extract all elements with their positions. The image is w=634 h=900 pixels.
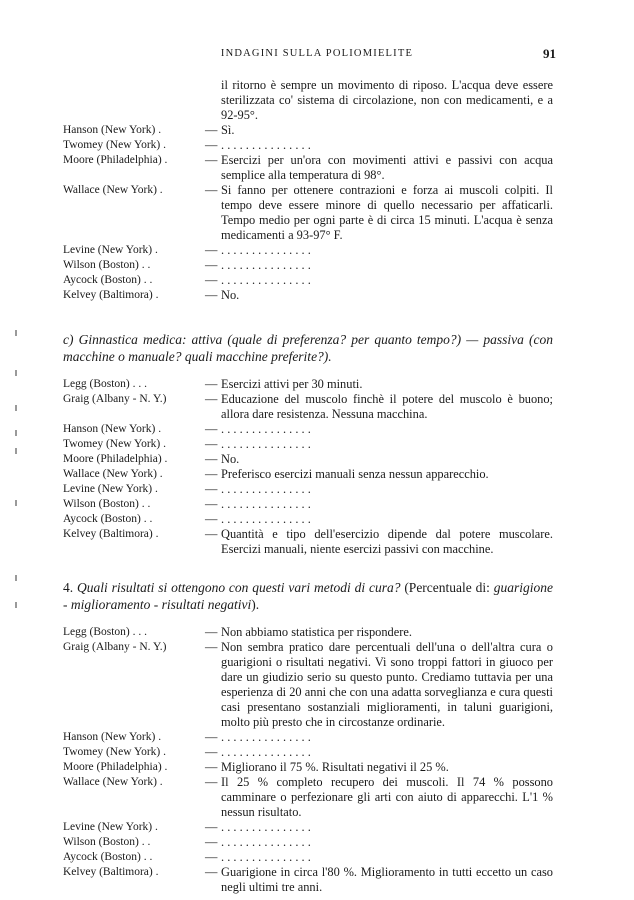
respondent-entry	[63, 153, 553, 183]
respondent-answer: . . . . . . . . . . . . . . .	[221, 745, 311, 759]
dash-separator: —	[205, 422, 218, 436]
margin-mark	[15, 430, 17, 436]
dash-separator: —	[205, 820, 218, 834]
respondent-answer: . . . . . . . . . . . . . . .	[221, 258, 311, 272]
respondent-name: Hanson (New York) .	[63, 731, 162, 743]
respondent-entry	[63, 437, 553, 452]
running-title: INDAGINI SULLA POLIOMIELITE	[220, 48, 414, 59]
dash-separator: —	[205, 243, 218, 257]
dash-separator: —	[205, 437, 218, 451]
margin-mark	[15, 405, 17, 411]
dash-separator: —	[205, 273, 218, 287]
respondent-name: Wilson (Boston) . .	[63, 259, 151, 271]
dash-separator: —	[205, 835, 218, 849]
margin-marks	[12, 330, 20, 630]
respondent-answer: . . . . . . . . . . . . . . .	[221, 138, 311, 152]
dash-separator: —	[205, 452, 218, 466]
dash-separator: —	[205, 775, 218, 789]
respondent-answer: Educazione del muscolo finchè il potere del muscolo è buono; allora dare resistenza. Nessuna macchina.	[221, 392, 553, 421]
respondent-entry	[63, 482, 553, 497]
respondent-entry	[63, 243, 553, 258]
respondent-answer: . . . . . . . . . . . . . . .	[221, 482, 311, 496]
respondent-name: Levine (New York) .	[63, 821, 158, 833]
margin-mark	[15, 602, 17, 608]
respondent-entry	[63, 377, 553, 392]
respondent-name: Graig (Albany - N. Y.)	[63, 641, 167, 653]
respondent-name: Aycock (Boston) . .	[63, 851, 153, 863]
section-4-question: Quali risultati si ottengono con questi vari metodi di cura?	[76, 580, 401, 595]
respondent-entry	[63, 123, 553, 138]
respondent-answer: Il 25 % completo recupero dei muscoli. Il 74 % possono camminare o perfezionare gli arti con aiuto di apparecchi. L'1 % nessun risultato.	[221, 775, 553, 819]
dash-separator: —	[205, 512, 218, 526]
section-4-percent-label: (Percentuale di:	[404, 580, 490, 595]
section-c-heading: c) Ginnastica medica: attiva (quale di preferenza? per quanto tempo?) — passiva (con macchine o manuale? quali macchine preferite?).	[63, 332, 553, 364]
dash-separator: —	[205, 745, 218, 759]
respondent-answer: . . . . . . . . . . . . . . .	[221, 437, 311, 451]
respondent-name: Graig (Albany - N. Y.)	[63, 393, 167, 405]
respondent-answer: . . . . . . . . . . . . . . .	[221, 850, 311, 864]
respondent-name: Kelvey (Baltimora) .	[63, 289, 159, 301]
margin-mark	[15, 500, 17, 506]
respondent-answer: No.	[221, 288, 240, 302]
margin-mark	[15, 448, 17, 454]
respondent-name: Hanson (New York) .	[63, 124, 162, 136]
respondent-name: Levine (New York) .	[63, 244, 158, 256]
respondent-entry	[63, 392, 553, 422]
dash-separator: —	[205, 625, 218, 639]
respondent-entry	[63, 835, 553, 850]
respondent-entry	[63, 497, 553, 512]
respondent-entry	[63, 273, 553, 288]
respondent-answer: . . . . . . . . . . . . . . .	[221, 422, 311, 436]
dash-separator: —	[205, 123, 218, 137]
dash-separator: —	[205, 258, 218, 272]
respondent-entry	[63, 512, 553, 527]
respondent-entry	[63, 745, 553, 760]
respondent-entry	[63, 258, 553, 273]
section-4-heading	[63, 579, 553, 613]
respondent-entry	[63, 467, 553, 482]
block1-list	[63, 123, 553, 303]
respondent-name: Wallace (New York) .	[63, 468, 163, 480]
respondent-name: Wallace (New York) .	[63, 184, 163, 196]
margin-mark	[15, 370, 17, 376]
respondent-answer: . . . . . . . . . . . . . . .	[221, 243, 311, 257]
page-content	[63, 78, 553, 895]
dash-separator: —	[205, 527, 218, 541]
dash-separator: —	[205, 482, 218, 496]
respondent-name: Kelvey (Baltimora) .	[63, 866, 159, 878]
respondent-answer: . . . . . . . . . . . . . . .	[221, 512, 311, 526]
respondent-entry	[63, 775, 553, 820]
dash-separator: —	[205, 153, 218, 167]
respondent-name: Aycock (Boston) . .	[63, 513, 153, 525]
respondent-name: Twomey (New York) .	[63, 438, 167, 450]
respondent-entry	[63, 452, 553, 467]
respondent-answer: Quantità e tipo dell'esercizio dipende dal potere muscolare. Esercizi manuali, niente esercizi passivi con macchine.	[221, 527, 553, 556]
respondent-answer: Esercizi attivi per 30 minuti.	[221, 377, 363, 391]
respondent-answer: Sì.	[221, 123, 235, 137]
respondent-answer: Non sembra pratico dare percentuali dell'una o dell'altra cura o guarigioni o risultati negativi. Vi sono troppi fattori in giuoco per dare un giudizio serio su questo punto. Crediamo tuttavia per una esperienza di 20 anni che con una adatta sorveglianza e cura questi casi presentano sostanziali miglioramenti, in taluni guarigioni, molto più presto che in circostanze ordinarie.	[221, 640, 553, 729]
respondent-entry	[63, 527, 553, 557]
respondent-entry	[63, 183, 553, 243]
section-4-end: ).	[251, 597, 260, 612]
respondent-answer: . . . . . . . . . . . . . . .	[221, 273, 311, 287]
dash-separator: —	[205, 865, 218, 879]
respondent-answer: No.	[221, 452, 240, 466]
dash-separator: —	[205, 392, 218, 406]
dash-separator: —	[205, 760, 218, 774]
respondent-name: Legg (Boston) . . .	[63, 378, 148, 390]
dash-separator: —	[205, 850, 218, 864]
section-4-number: 4.	[63, 580, 74, 595]
respondent-entry	[63, 730, 553, 745]
respondent-entry	[63, 288, 553, 303]
respondent-entry	[63, 625, 553, 640]
respondent-name: Wilson (Boston) . .	[63, 836, 151, 848]
respondent-answer: Esercizi per un'ora con movimenti attivi e passivi con acqua semplice alla temperatura di 98°.	[221, 153, 553, 182]
respondent-name: Wallace (New York) .	[63, 776, 163, 788]
respondent-answer: . . . . . . . . . . . . . . .	[221, 820, 311, 834]
dash-separator: —	[205, 377, 218, 391]
margin-mark	[15, 330, 17, 336]
respondent-name: Moore (Philadelphia) .	[63, 154, 168, 166]
section-4-list	[63, 625, 553, 895]
section-c-list	[63, 377, 553, 557]
dash-separator: —	[205, 288, 218, 302]
respondent-answer: Migliorano il 75 %. Risultati negativi il 25 %.	[221, 760, 449, 774]
respondent-entry	[63, 850, 553, 865]
dash-separator: —	[205, 138, 218, 152]
respondent-name: Moore (Philadelphia) .	[63, 761, 168, 773]
respondent-entry	[63, 760, 553, 775]
respondent-entry	[63, 640, 553, 730]
page-number: 91	[543, 46, 556, 61]
respondent-answer: Non abbiamo statistica per rispondere.	[221, 625, 412, 639]
respondent-entry	[63, 865, 553, 895]
respondent-answer: . . . . . . . . . . . . . . .	[221, 730, 311, 744]
dash-separator: —	[205, 730, 218, 744]
respondent-answer: . . . . . . . . . . . . . . .	[221, 497, 311, 511]
respondent-answer: Guarigione in circa l'80 %. Miglioramento in tutti eccetto un caso negli ultimi tre anni.	[221, 865, 553, 894]
section-4-categories: guarigione - miglioramento - risultati negativi	[63, 580, 553, 612]
respondent-name: Moore (Philadelphia) .	[63, 453, 168, 465]
dash-separator: —	[205, 640, 218, 654]
continuation-paragraph: il ritorno è sempre un movimento di riposo. L'acqua deve essere sterilizzata co' sistema di circolazione, non con medicamenti, e a 92-95°.	[221, 78, 553, 122]
dash-separator: —	[205, 467, 218, 481]
page-header	[0, 46, 634, 66]
respondent-entry	[63, 820, 553, 835]
respondent-name: Wilson (Boston) . .	[63, 498, 151, 510]
respondent-answer: Si fanno per ottenere contrazioni e forza ai muscoli colpiti. Il tempo deve essere minore di quello necessario per affaticarli. Tempo medio per ogni parte è di circa 15 minuti. L'acqua è senza medicamenti a 93-97° F.	[221, 183, 553, 242]
respondent-name: Twomey (New York) .	[63, 139, 167, 151]
dash-separator: —	[205, 183, 218, 197]
respondent-answer: Preferisco esercizi manuali senza nessun apparecchio.	[221, 467, 489, 481]
margin-mark	[15, 575, 17, 581]
respondent-name: Legg (Boston) . . .	[63, 626, 148, 638]
respondent-name: Twomey (New York) .	[63, 746, 167, 758]
respondent-name: Aycock (Boston) . .	[63, 274, 153, 286]
respondent-name: Hanson (New York) .	[63, 423, 162, 435]
respondent-name: Kelvey (Baltimora) .	[63, 528, 159, 540]
respondent-name: Levine (New York) .	[63, 483, 158, 495]
dash-separator: —	[205, 497, 218, 511]
respondent-answer: . . . . . . . . . . . . . . .	[221, 835, 311, 849]
respondent-entry	[63, 422, 553, 437]
respondent-entry	[63, 138, 553, 153]
